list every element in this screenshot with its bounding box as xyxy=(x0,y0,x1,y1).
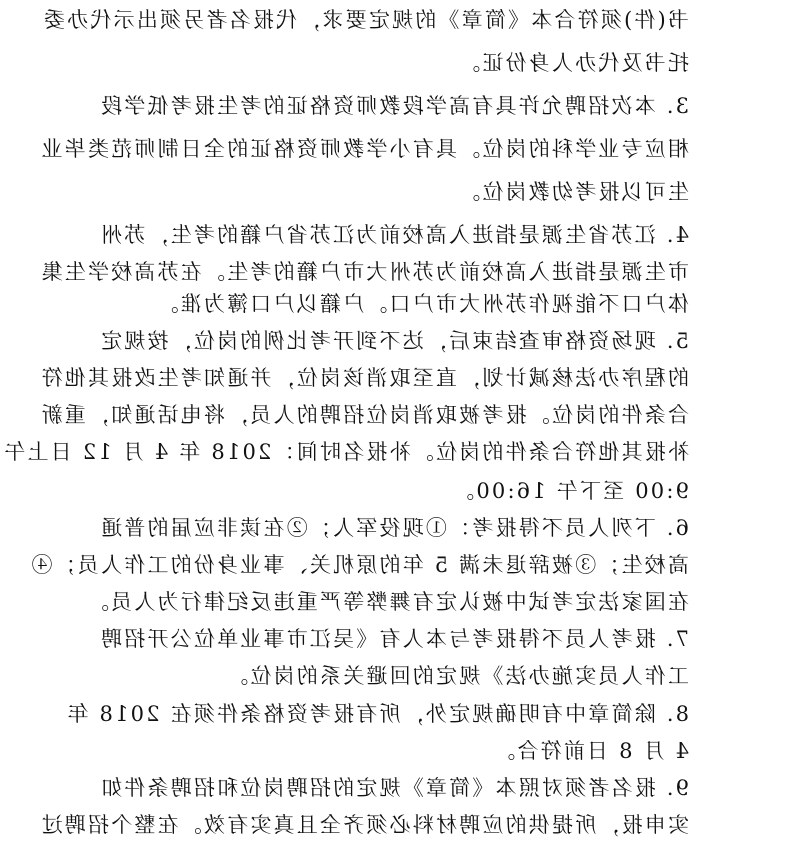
text-line-19: 8. 除简章中有明确规定外，所有报考资格条件须在 2018 年 xyxy=(65,702,689,726)
text-line-13: 9:00 至下午 16:00。 xyxy=(450,479,689,503)
text-line-6: 4. 江苏省生源是指进入高校前为江苏省户籍的考生，苏州 xyxy=(98,223,689,247)
text-line-20: 4 月 8 日前符合。 xyxy=(492,739,689,763)
text-line-10: 的程序办法核减计划，直至取消该岗位，并通知考生改报其他符 xyxy=(39,366,689,390)
text-line-9: 5. 现场资格审查结束后，达不到开考比例的岗位，按规定 xyxy=(98,329,689,353)
text-line-5: 生可以报考幼教岗位。 xyxy=(457,180,689,204)
text-line-8: 体户口不能视作苏州大市户口。户籍以户口簿为准。 xyxy=(155,292,689,316)
text-line-22: 实申报，所提供的应聘材料必须齐全且真实有效。在整个招聘过 xyxy=(39,813,689,837)
text-line-14: 6. 下列人员不得报考：①现役军人；②在读非应届的普通 xyxy=(98,516,689,540)
text-line-11: 合条件的岗位。报考被取消岗位招聘的人员，将电话通知，重新 xyxy=(39,403,689,427)
text-line-16: 在国家法定考试中被认定有舞弊等严重违反纪律行为人员。 xyxy=(85,590,689,614)
text-line-12: 补报其他符合条件的岗位。补报名时间：2018 年 4 月 12 日上午 xyxy=(2,440,689,464)
text-line-3: 3. 本次招聘允许具有高学段教师资格证的考生报考低学段 xyxy=(98,94,689,118)
text-line-1: 书(件)须符合本《简章》的规定要求，代报名者另须出示代办委 xyxy=(41,8,689,32)
text-line-15: 高校生；③被辞退未满 5 年的原机关、事业身份的工作人员；④ xyxy=(29,553,689,577)
text-line-17: 7. 报考人员不得报考与本人有《吴江市事业单位公开招聘 xyxy=(98,627,689,651)
text-line-7: 市生源是指进入高校前为苏州大市户籍的考生。在苏高校学生集 xyxy=(39,260,689,284)
text-line-2: 托书及代办人身份证。 xyxy=(457,51,689,75)
text-line-18: 工作人员实施办法》规定的回避关系的岗位。 xyxy=(225,664,689,688)
text-line-21: 9. 报名者须对照本《简章》规定的招聘岗位和招聘条件如 xyxy=(98,776,689,800)
text-line-4: 相应专业学科的岗位。具有小学教师资格证的全日制师范类毕业 xyxy=(39,137,689,161)
